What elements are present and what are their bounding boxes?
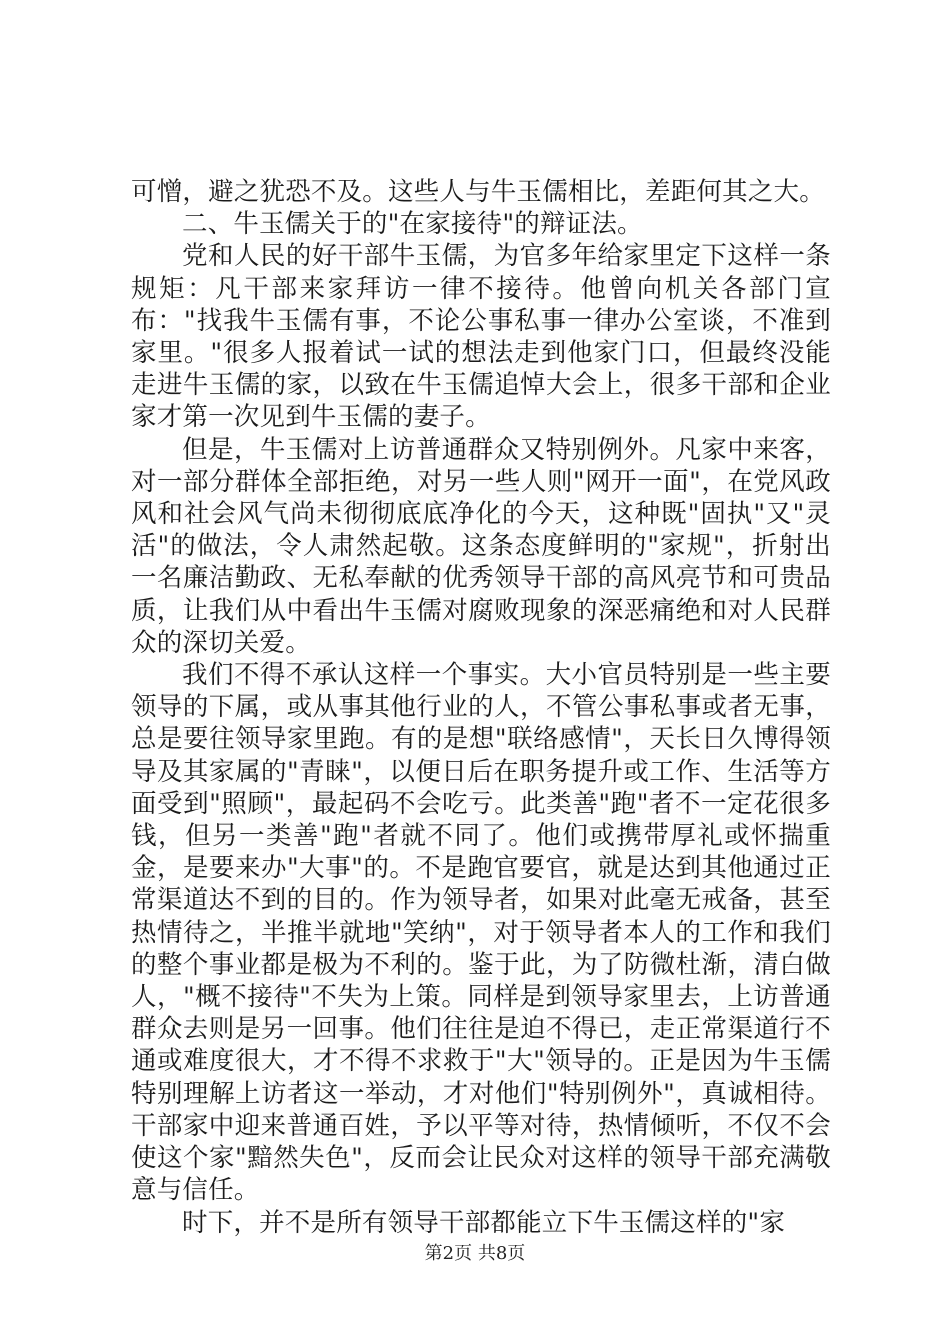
document-body bbox=[131, 176, 831, 1239]
paragraph: 但是，牛玉儒对上访普通群众又特别例外。凡家中来客，对一部分群体全部拒绝，对另一些人则"网开一面"，在党风政风和社会风气尚未彻彻底底净化的今天，这种既"固执"又"灵活"的做法，令人肃然起敬。这条态度鲜明的"家规"，折射出一名廉洁勤政、无私奉献的优秀领导干部的高风亮节和可贵品质，让我们从中看出牛玉儒对腐败现象的深恶痛绝和对人民群众的深切关爱。 bbox=[131, 434, 831, 658]
paragraph: 时下，并不是所有领导干部都能立下牛玉儒这样的"家 bbox=[182, 1207, 786, 1238]
paragraph: 我们不得不承认这样一个事实。大小官员特别是一些主要领导的下属，或从事其他行业的人，不管公事私事或者无事，总是要往领导家里跑。有的是想"联络感情"，天长日久博得领导及其家属的"青睐"，以便日后在职务提升或工作、生活等方面受到"照顾"，最起码不会吃亏。此类善"跑"者不一定花很多钱，但另一类善"跑"者就不同了。他们或携带厚礼或怀揣重金，是要来办"大事"的。不是跑官要官，就是达到其他通过正常渠道达不到的目的。作为领导者，如果对此毫无戒备，甚至热情待之，半推半就地"笑纳"，对于领导者本人的工作和我们的整个事业都是极为不利的。鉴于此，为了防微杜渐，清白做人，"概不接待"不失为上策。同样是到领导家里去，上访普通群众去则是另一回事。他们往往是迫不得已，走正常渠道行不通或难度很大，才不得不求救于"大"领导的。正是因为牛玉儒特别理解上访者这一举动，才对他们"特别例外"，真诚相待。干部家中迎来普通百姓，予以平等对待，热情倾听，不仅不会使这个家"黯然失色"，反而会让民众对这样的领导干部充满敬意与信任。 bbox=[131, 660, 831, 1206]
section-heading: 二、牛玉儒关于的"在家接待"的辩证法。 bbox=[182, 209, 643, 240]
paragraph: 可憎，避之犹恐不及。这些人与牛玉儒相比，差距何其之大。 bbox=[131, 177, 825, 207]
paragraph: 党和人民的好干部牛玉儒，为官多年给家里定下这样一条规矩：凡干部来家拜访一律不接待。他曾向机关各部门宣布："找我牛玉儒有事，不论公事私事一律办公室谈，不准到家里。"很多人报着试一试的想法走到他家门口，但最终没能走进牛玉儒的家，以致在牛玉儒追悼大会上，很多干部和企业家才第一次见到牛玉儒的妻子。 bbox=[131, 241, 831, 433]
page-number-footer: 第2页 共8页 bbox=[424, 1243, 526, 1264]
